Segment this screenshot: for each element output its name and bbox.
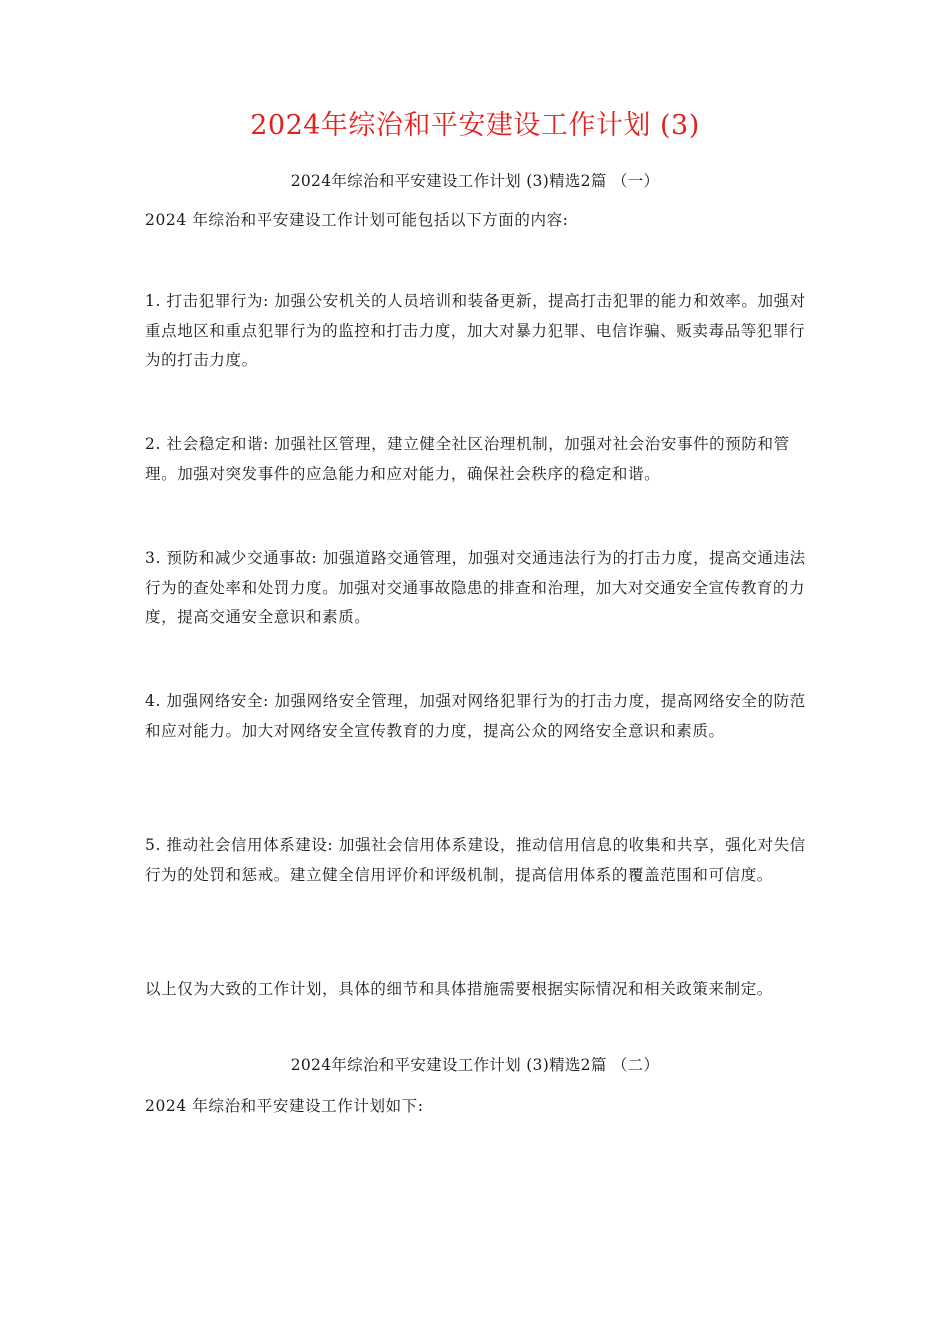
list-item-2: 2. 社会稳定和谐: 加强社区管理，建立健全社区治理机制，加强对社会治安事件的预防和管理。加强对突发事件的应急能力和应对能力，确保社会秩序的稳定和谐。 xyxy=(145,435,790,483)
document-title: 2024年综治和平安建设工作计划 (3) xyxy=(250,110,700,141)
intro-paragraph-1: 2024 年综治和平安建设工作计划可能包括以下方面的内容: xyxy=(145,211,569,229)
section-heading-2: 2024年综治和平安建设工作计划 (3)精选2篇 （二） xyxy=(290,1056,660,1074)
list-item-4: 4. 加强网络安全: 加强网络安全管理，加强对网络犯罪行为的打击力度，提高网络安全的防范和应对能力。加大对网络安全宣传教育的力度，提高公众的网络安全意识和素质。 xyxy=(145,692,806,740)
intro-paragraph-2: 2024 年综治和平安建设工作计划如下: xyxy=(145,1097,424,1115)
list-item-5: 5. 推动社会信用体系建设: 加强社会信用体系建设，推动信用信息的收集和共享，强化对失信行为的处罚和惩戒。建立健全信用评价和评级机制，提高信用体系的覆盖范围和可信度。 xyxy=(145,836,806,884)
list-item-1: 1. 打击犯罪行为: 加强公安机关的人员培训和装备更新，提高打击犯罪的能力和效率。加强对重点地区和重点犯罪行为的监控和打击力度，加大对暴力犯罪、电信诈骗、贩卖毒品等犯罪行为的打击力度。 xyxy=(145,292,806,369)
section-heading-1: 2024年综治和平安建设工作计划 (3)精选2篇 （一） xyxy=(290,172,660,190)
list-item-3: 3. 预防和减少交通事故: 加强道路交通管理，加强对交通违法行为的打击力度，提高交通违法行为的查处率和处罚力度。加强对交通事故隐患的排查和治理，加大对交通安全宣传教育的力度，提高交通安全意识和素质。 xyxy=(145,549,806,626)
conclusion-paragraph: 以上仅为大致的工作计划，具体的细节和具体措施需要根据实际情况和相关政策来制定。 xyxy=(145,980,773,998)
